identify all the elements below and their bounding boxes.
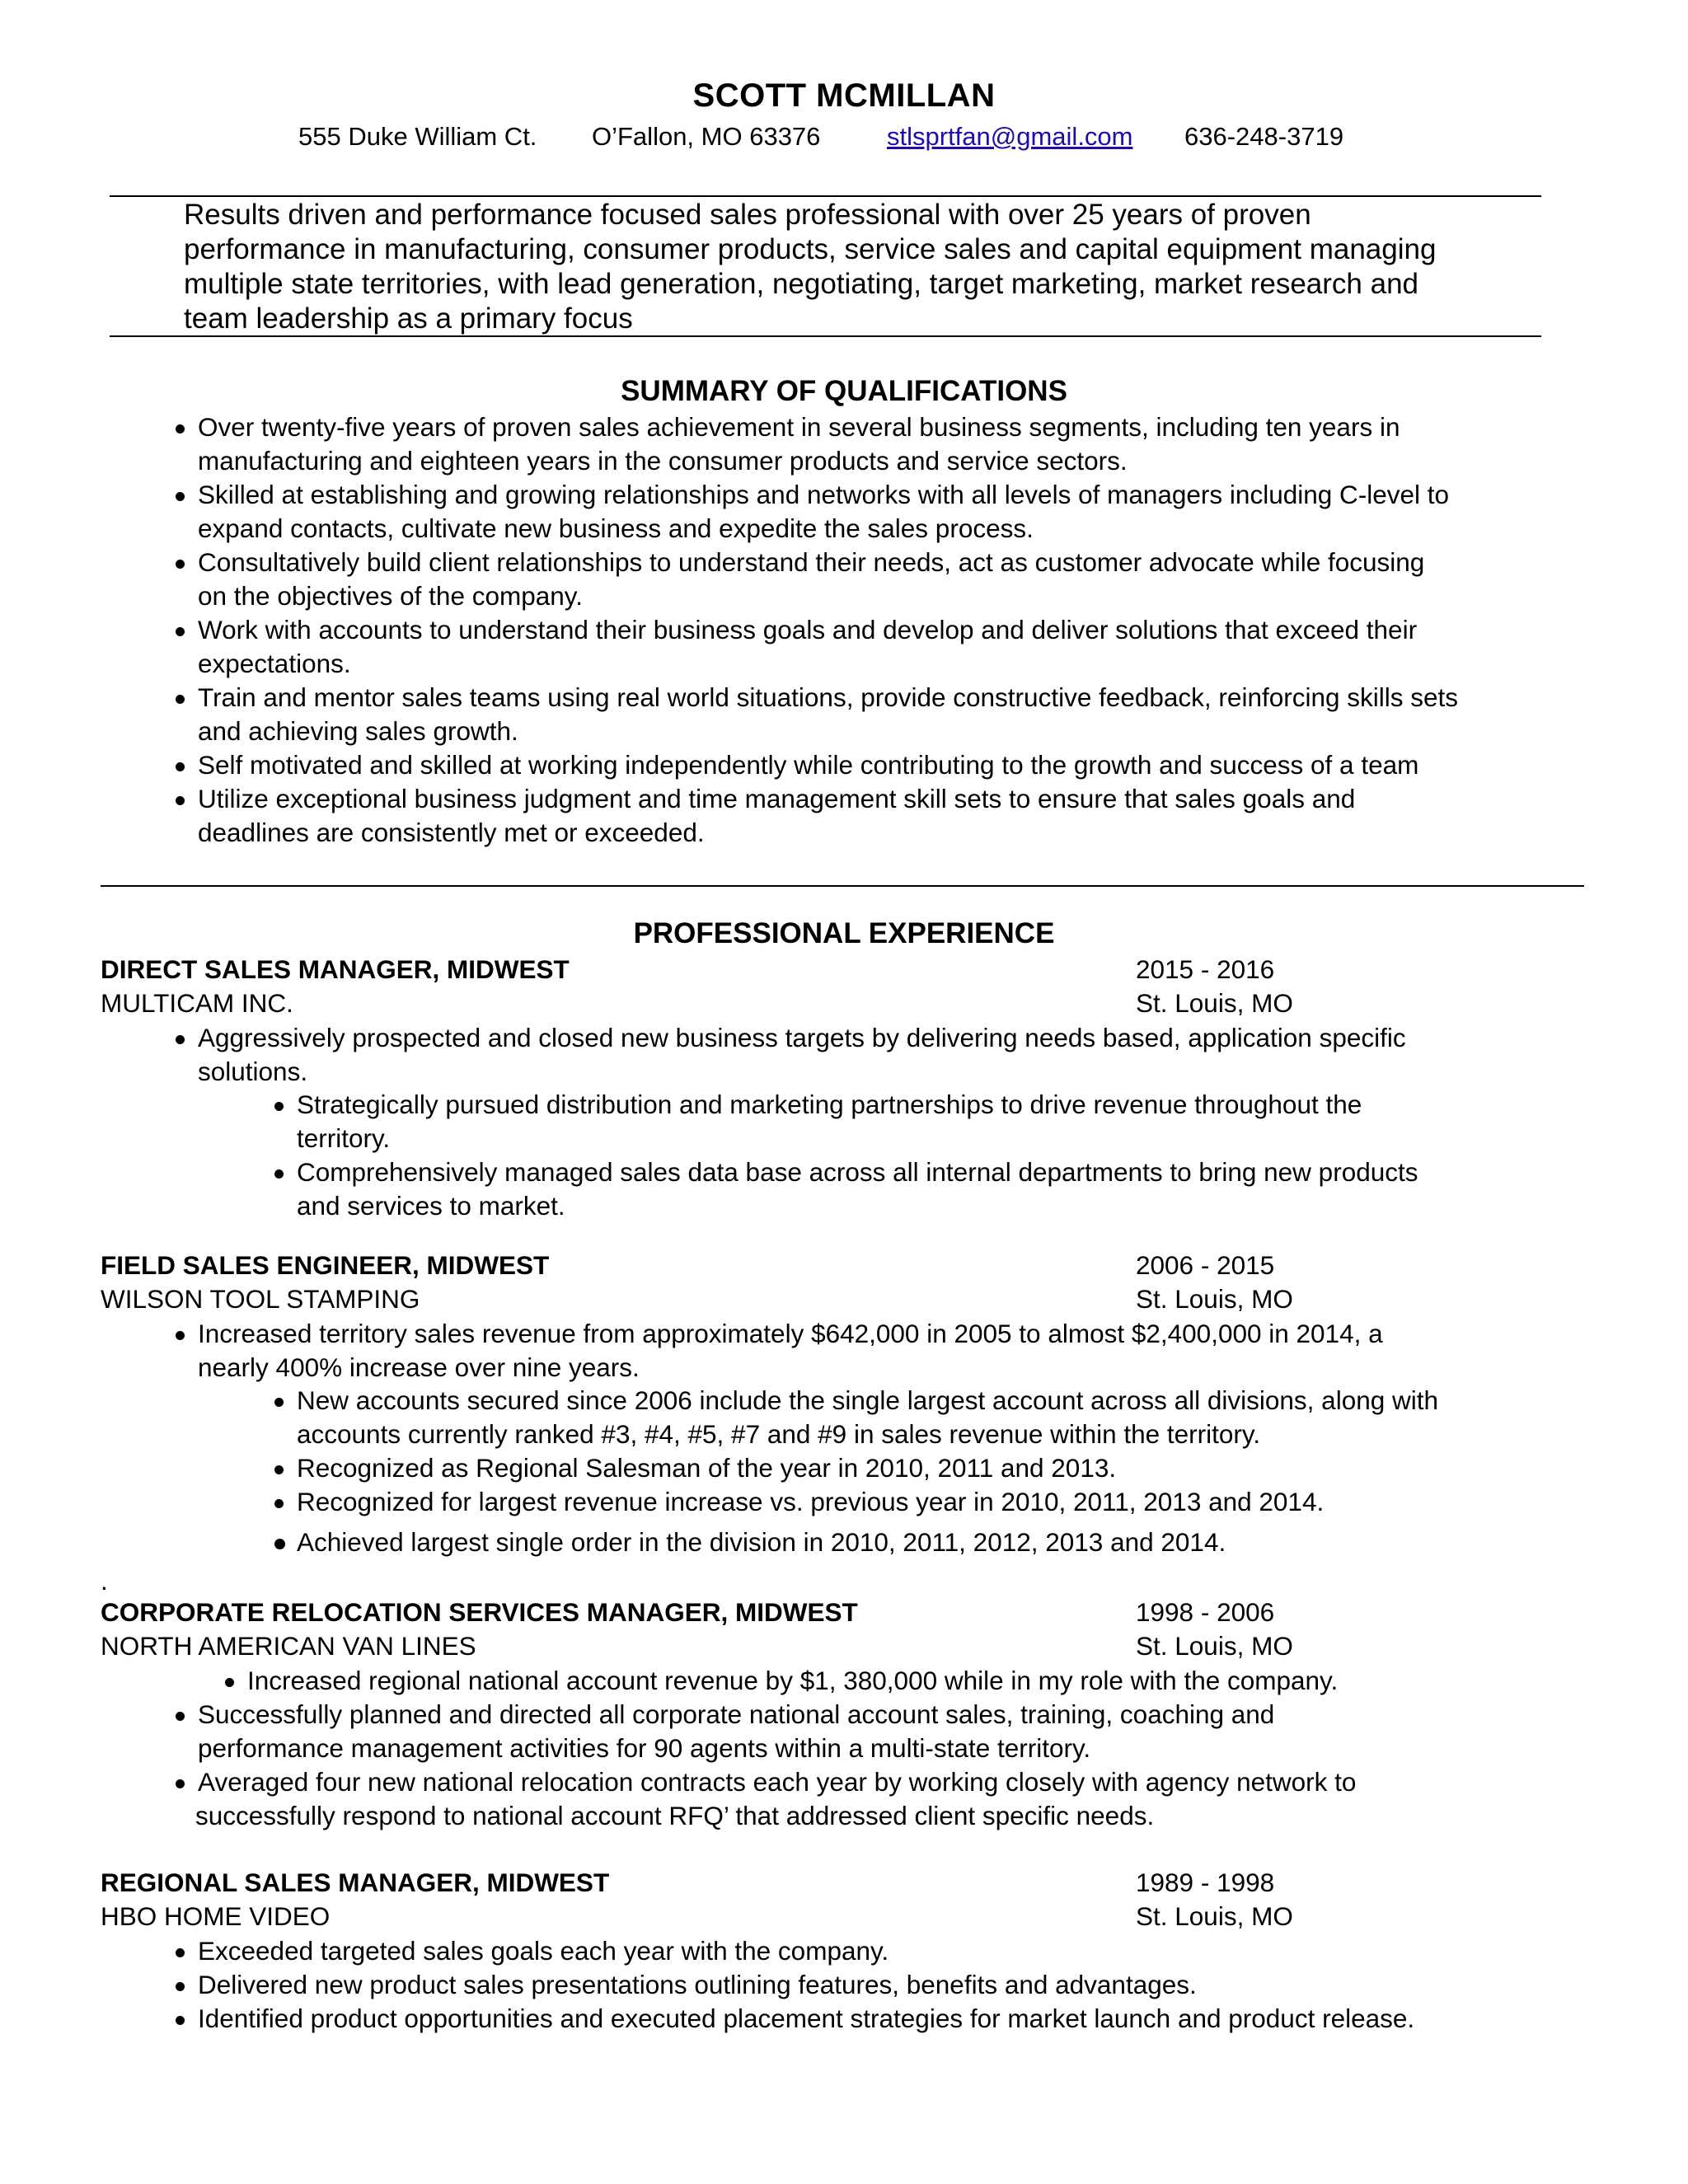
qualifications-heading: SUMMARY OF QUALIFICATIONS bbox=[621, 375, 1067, 407]
job-location: St. Louis, MO bbox=[1136, 1631, 1293, 1661]
job-company: MULTICAM INC. bbox=[101, 988, 293, 1018]
bullet-icon bbox=[176, 1035, 185, 1044]
list-item: Comprehensively managed sales data base across all internal departments to bring new products and services to market. bbox=[297, 1155, 1418, 1223]
bullet-icon bbox=[274, 1539, 285, 1549]
bullet-icon bbox=[176, 1712, 185, 1721]
job-title: DIRECT SALES MANAGER, MIDWEST bbox=[101, 954, 570, 984]
bullet-icon bbox=[274, 1102, 284, 1111]
list-item: New accounts secured since 2006 include the single largest account across all divisions, along with accounts currently ranked #3, #4, #5, #7 and #9 in sales revenue within the territory. bbox=[297, 1384, 1438, 1451]
list-item: Achieved largest single order in the division in 2010, 2011, 2012, 2013 and 2014. bbox=[297, 1526, 1438, 1559]
list-item: Exceeded targeted sales goals each year with the company. bbox=[198, 1934, 1414, 1968]
bullet-icon bbox=[176, 796, 185, 805]
job-dates: 2015 - 2016 bbox=[1136, 954, 1275, 984]
job-location: St. Louis, MO bbox=[1136, 988, 1293, 1018]
bullet-icon bbox=[274, 1398, 284, 1407]
list-item: Increased territory sales revenue from approximately $642,000 in 2005 to almost $2,400,000 in 2014, a nearly 400% increase over nine years. bbox=[198, 1317, 1383, 1385]
job-company: HBO HOME VIDEO bbox=[101, 1901, 331, 1931]
bullet-icon bbox=[176, 2016, 185, 2025]
list-item: Increased regional national account revenue by $1, 380,000 while in my role with the company. bbox=[247, 1664, 1338, 1698]
profile-top-rule bbox=[110, 195, 1541, 197]
job-title: CORPORATE RELOCATION SERVICES MANAGER, MIDWEST bbox=[101, 1597, 858, 1627]
bullet-icon bbox=[176, 424, 185, 434]
bullet-icon bbox=[274, 1499, 284, 1508]
list-item: Successfully planned and directed all corporate national account sales, training, coaching and performance management activities for 90 agents within a multi-state territory. bbox=[198, 1698, 1356, 1765]
bullet-icon bbox=[176, 1948, 185, 1957]
profile-line: Results driven and performance focused sales professional with over 25 years of proven bbox=[184, 199, 1311, 231]
job-company: NORTH AMERICAN VAN LINES bbox=[101, 1631, 476, 1661]
profile-bottom-rule bbox=[110, 335, 1541, 337]
list-item: Recognized as Regional Salesman of the year in 2010, 2011 and 2013. bbox=[297, 1451, 1438, 1485]
profile-line: performance in manufacturing, consumer products, service sales and capital equipment managing bbox=[184, 233, 1437, 265]
bullet-icon bbox=[176, 695, 185, 704]
bullet-icon bbox=[176, 762, 185, 771]
list-item: Aggressively prospected and closed new business targets by delivering needs based, application specific solutions. bbox=[198, 1021, 1406, 1089]
bullet-icon bbox=[176, 627, 185, 636]
contact-address: 555 Duke William Ct. bbox=[298, 122, 537, 151]
stray-mark: . bbox=[101, 1566, 108, 1596]
profile-line: team leadership as a primary focus bbox=[184, 302, 633, 335]
list-item: Identified product opportunities and executed placement strategies for market launch and product release. bbox=[198, 2002, 1414, 2036]
list-item: Self motivated and skilled at working independently while contributing to the growth and success of a team bbox=[198, 748, 1458, 782]
list-item: Strategically pursued distribution and marketing partnerships to drive revenue throughout the territory. bbox=[297, 1088, 1418, 1155]
job-title: REGIONAL SALES MANAGER, MIDWEST bbox=[101, 1868, 610, 1897]
job-sub-bullets bbox=[297, 1384, 1438, 1559]
job-company: WILSON TOOL STAMPING bbox=[101, 1284, 420, 1314]
bullet-icon bbox=[176, 560, 185, 569]
bullet-icon bbox=[176, 492, 185, 501]
bullet-icon bbox=[274, 1169, 284, 1179]
bullet-icon bbox=[176, 1779, 185, 1788]
list-item: Work with accounts to understand their business goals and develop and deliver solutions that exceed their expectations. bbox=[198, 613, 1458, 681]
bullet-icon bbox=[225, 1678, 234, 1687]
job-sub-bullets bbox=[297, 1088, 1418, 1223]
job-bullets bbox=[198, 1934, 1414, 2036]
profile-summary bbox=[184, 198, 1436, 336]
job-dates: 1989 - 1998 bbox=[1136, 1868, 1275, 1897]
list-item: Over twenty-five years of proven sales achievement in several business segments, including ten years in manufacturing and eighteen years in the consumer products and service sectors. bbox=[198, 410, 1458, 478]
list-item: Consultatively build client relationships to understand their needs, act as customer advocate while focusing on the objectives of the company. bbox=[198, 546, 1458, 613]
resume-name: SCOTT MCMILLAN bbox=[692, 77, 996, 114]
qualifications-list bbox=[198, 410, 1458, 850]
job-bullets bbox=[198, 1317, 1383, 1385]
job-bullets bbox=[195, 1698, 1357, 1833]
job-dates: 2006 - 2015 bbox=[1136, 1250, 1275, 1280]
job-bullets bbox=[198, 1021, 1406, 1089]
bullet-icon bbox=[176, 1331, 185, 1340]
experience-heading: PROFESSIONAL EXPERIENCE bbox=[633, 917, 1055, 949]
list-item: Train and mentor sales teams using real world situations, provide constructive feedback, reinforcing skills sets and achieving sales growth. bbox=[198, 681, 1458, 748]
contact-phone: 636-248-3719 bbox=[1184, 122, 1344, 151]
section-divider bbox=[101, 885, 1584, 887]
bullet-icon bbox=[274, 1465, 284, 1474]
list-item: Recognized for largest revenue increase vs. previous year in 2010, 2011, 2013 and 2014. bbox=[297, 1485, 1438, 1519]
list-item: Skilled at establishing and growing relationships and networks with all levels of managers including C-level to expand contacts, cultivate new business and expedite the sales process. bbox=[198, 478, 1458, 546]
bullet-icon bbox=[176, 1982, 185, 1991]
job-location: St. Louis, MO bbox=[1136, 1901, 1293, 1931]
list-item: Averaged four new national relocation contracts each year by working closely with agency network to successfully respond to national account RFQ’ that addressed client specific needs. bbox=[198, 1765, 1356, 1833]
job-location: St. Louis, MO bbox=[1136, 1284, 1293, 1314]
list-item: Delivered new product sales presentations outlining features, benefits and advantages. bbox=[198, 1968, 1414, 2002]
job-dates: 1998 - 2006 bbox=[1136, 1597, 1275, 1627]
list-item: Utilize exceptional business judgment and time management skill sets to ensure that sales goals and deadlines are consistently met or exceeded. bbox=[198, 782, 1458, 850]
contact-city: O’Fallon, MO 63376 bbox=[592, 122, 821, 151]
contact-email-link[interactable]: stlsprtfan@gmail.com bbox=[887, 122, 1133, 151]
profile-line: multiple state territories, with lead generation, negotiating, target marketing, market research and bbox=[184, 268, 1418, 300]
job-first-bullet bbox=[247, 1664, 1338, 1698]
job-title: FIELD SALES ENGINEER, MIDWEST bbox=[101, 1250, 550, 1280]
